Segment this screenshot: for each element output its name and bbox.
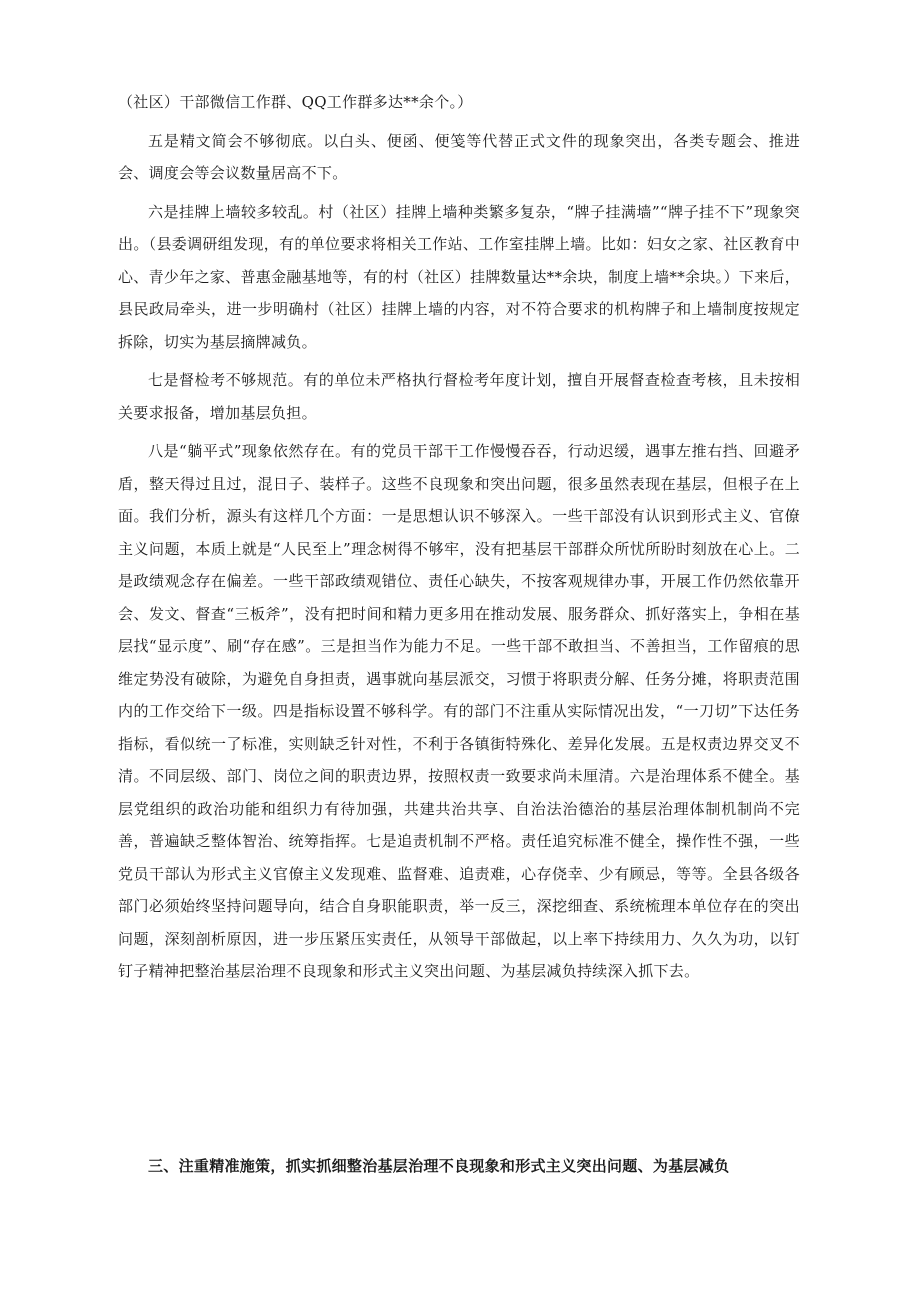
document-body <box>118 86 800 994</box>
paragraph-item-seven: 七是督检考不够规范。有的单位未严格执行督检考年度计划，擅自开展督查检查考核，且未按相关要求报备，增加基层负担。 <box>118 371 800 422</box>
paragraph-item-five: 五是精文简会不够彻底。以白头、便函、便笺等代替正式文件的现象突出，各类专题会、推进会、调度会等会议数量居高不下。 <box>118 131 800 182</box>
paragraph-item-eight: 八是“躺平式”现象依然存在。有的党员干部干工作慢慢吞吞，行动迟缓，遇事左推右挡、回避矛盾，整天得过且过，混日子、装样子。这些不良现象和突出问题，很多虽然表现在基层，但根子在上面。我们分析，源头有这样几个方面：一是思想认识不够深入。一些干部没有认识到形式主义、官僚主义问题，本质上就是“人民至上”理念树得不够牢，没有把基层干部群众所忧所盼时刻放在心上。二是政绩观念存在偏差。一些干部政绩观错位、责任心缺失，不按客观规律办事，开展工作仍然依靠开会、发文、督查“三板斧”，没有把时间和精力更多用在推动发展、服务群众、抓好落实上，争相在基层找“显示度”、刷“存在感”。三是担当作为能力不足。一些干部不敢担当、不善担当，工作留痕的思维定势没有破除，为避免自身担责，遇事就向基层派交，习惯于将职责分解、任务分摊，将职责范围内的工作交给下一级。四是指标设置不够科学。有的部门不注重从实际情况出发，“一刀切”下达任务指标，看似统一了标准，实则缺乏针对性，不利于各镇街特殊化、差异化发展。五是权责边界交叉不清。不同层级、部门、岗位之间的职责边界，按照权责一致要求尚未厘清。六是治理体系不健全。基层党组织的政治功能和组织力有待加强，共建共治共享、自治法治德治的基层治理体制机制尚不完善，普遍缺乏整体智治、统筹指挥。七是追责机制不严格。责任追究标准不健全，操作性不强，一些党员干部认为形式主义官僚主义发现难、监督难、追责难，心存侥幸、少有顾忌，等等。全县各级各部门必须始终坚持问题导向，结合自身职能职责，举一反三，深挖细查、系统梳理本单位存在的突出问题，深刻剖析原因，进一步压紧压实责任，从领导干部做起，以上率下持续用力、久久为功，以钉钉子精神把整治基层治理不良现象和形式主义突出问题、为基层减负持续深入抓下去。 <box>118 442 800 980</box>
paragraph-item-six: 六是挂牌上墙较多较乱。村（社区）挂牌上墙种类繁多复杂，“牌子挂满墙”“牌子挂不下”现象突出。（县委调研组发现，有的单位要求将相关工作站、工作室挂牌上墙。比如：妇女之家、社区教育中心、青少年之家、普惠金融基地等，有的村（社区）挂牌数量达**余块，制度上墙**余块。）下来后，县民政局牵头，进一步明确村（社区）挂牌上墙的内容，对不符合要求的机构牌子和上墙制度按规定拆除，切实为基层摘牌减负。 <box>118 202 800 351</box>
section-heading: 三、注重精准施策，抓实抓细整治基层治理不良现象和形式主义突出问题、为基层减负 <box>148 1157 730 1175</box>
paragraph-continuation: （社区）干部微信工作群、QQ工作群多达**余个。） <box>118 93 473 111</box>
